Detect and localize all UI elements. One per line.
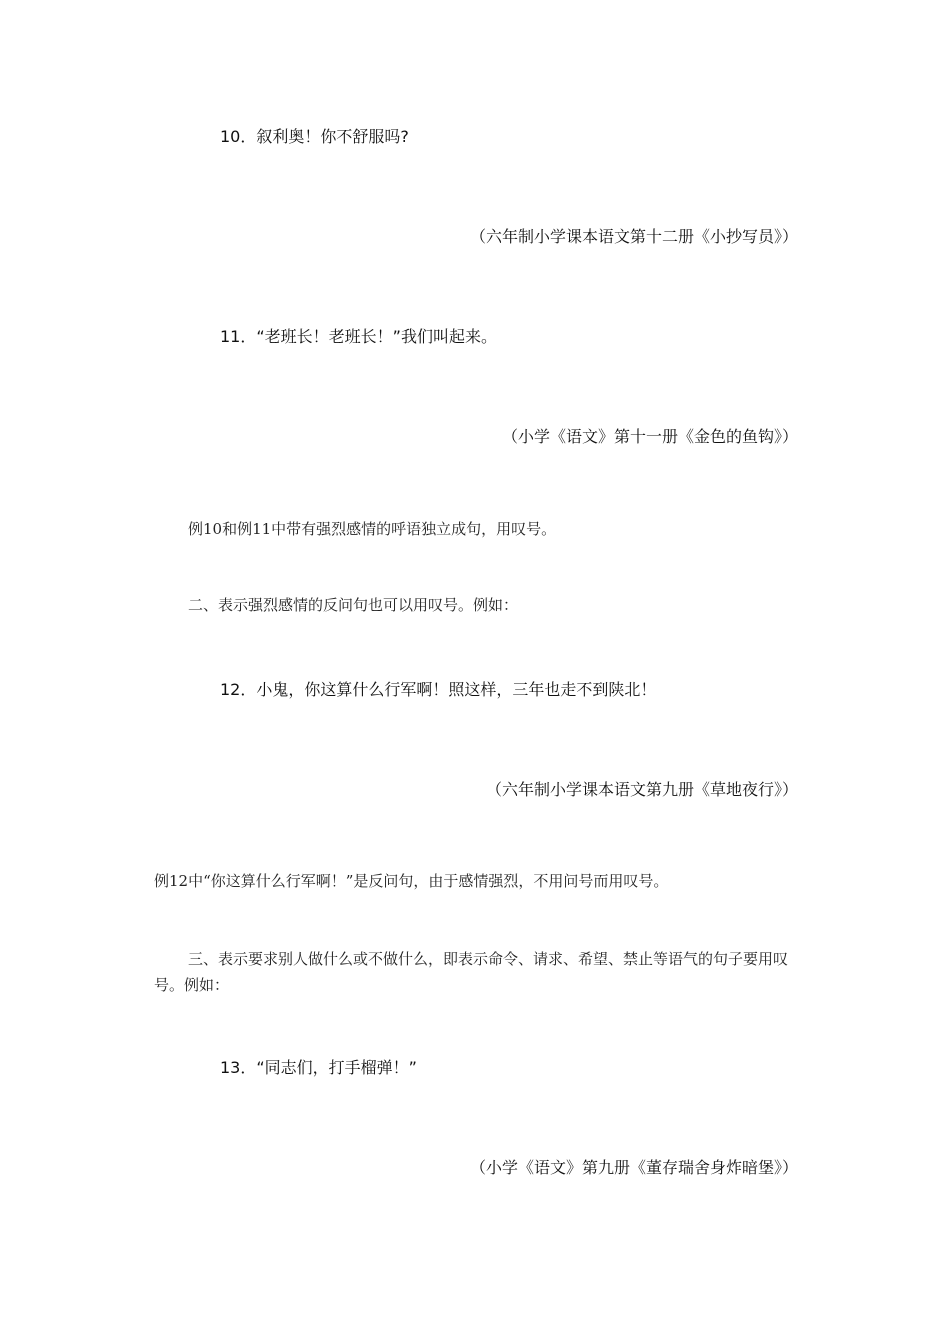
example-13: 13．“同志们，打手榴弹！” (220, 1058, 417, 1077)
source-citation-11: （小学《语文》第十一册《金色的鱼钩》） (501, 427, 798, 446)
source-citation-13: （小学《语文》第九册《董存瑞舍身炸暗堡》） (469, 1158, 798, 1177)
example-12: 12．小鬼，你这算什么行军啊！照这样，三年也走不到陕北！ (220, 680, 657, 699)
rule-3-paragraph: 三、表示要求别人做什么或不做什么，即表示命令、请求、希望、禁止等语气的句子要用叹号。例如： (154, 950, 789, 994)
rule-2-heading: 二、表示强烈感情的反问句也可以用叹号。例如： (188, 596, 519, 614)
example-10: 10．叙利奥！你不舒服吗? (220, 127, 409, 146)
source-citation-12: （六年制小学课本语文第九册《草地夜行》） (485, 780, 798, 799)
source-citation-10: （六年制小学课本语文第十二册《小抄写员》） (469, 227, 798, 246)
example-11: 11．“老班长！老班长！”我们叫起来。 (220, 327, 497, 346)
explanation-12: 例12中“你这算什么行军啊！”是反问句，由于感情强烈，不用问号而用叹号。 (154, 872, 669, 890)
explanation-10-11: 例10和例11中带有强烈感情的呼语独立成句，用叹号。 (188, 520, 557, 538)
